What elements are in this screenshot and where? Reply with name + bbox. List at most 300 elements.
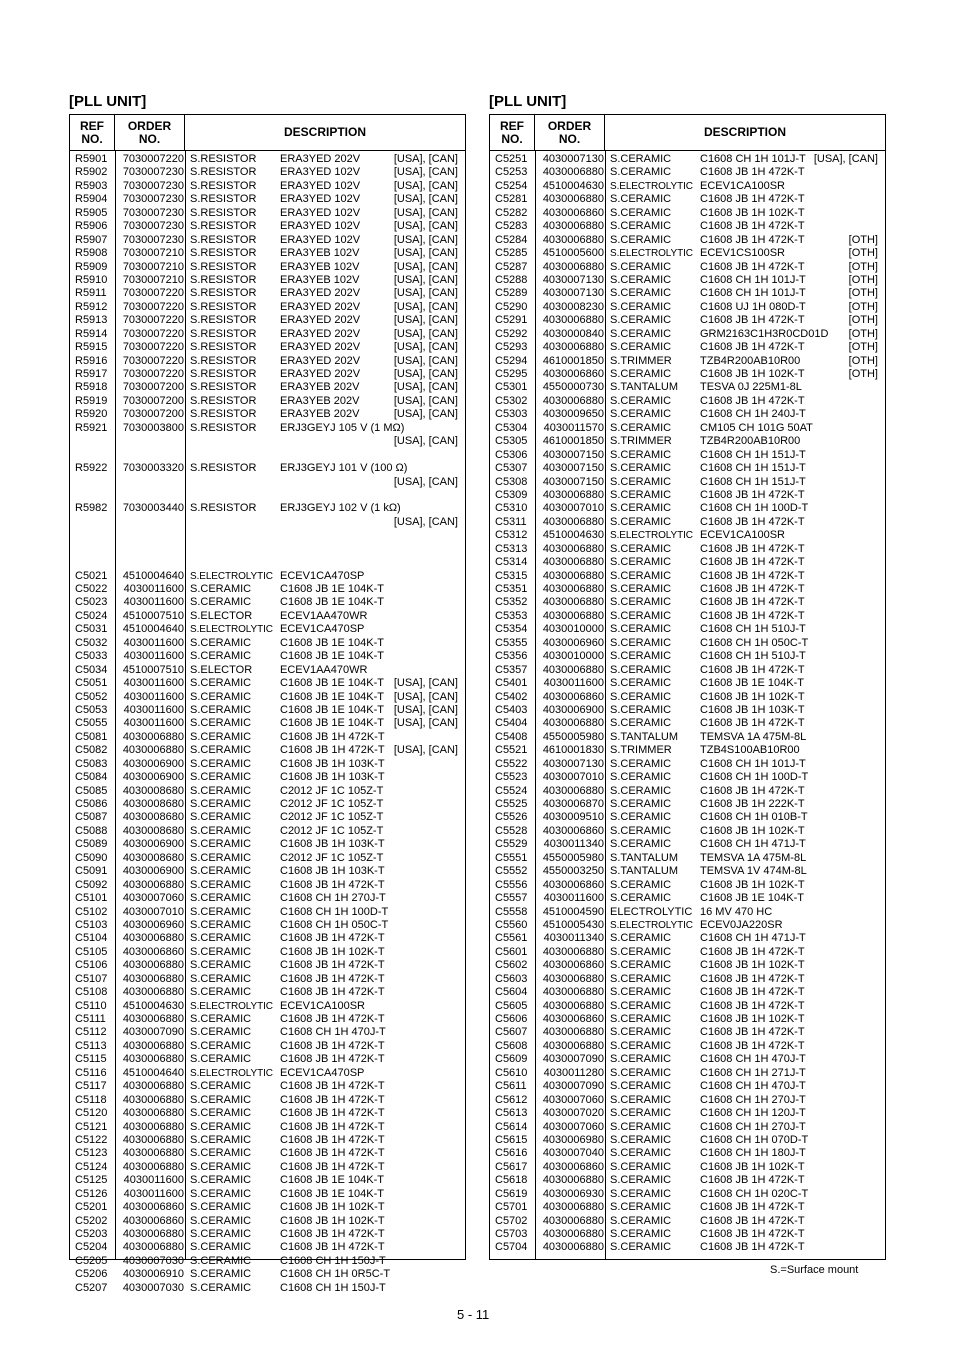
part-number-cell: C1608 JB 1H 472K-T (700, 1241, 805, 1254)
table-row (70, 677, 465, 690)
type-cell: S.CERAMIC (190, 784, 252, 797)
part-number-cell: C1608 JB 1E 104K-T (280, 717, 384, 730)
destination-cell: [USA], [CAN] (393, 703, 458, 716)
order-no-cell: 4030006880 (542, 1214, 604, 1227)
table-row (490, 1094, 885, 1107)
part-number-cell: C1608 CH 1H 471J-T (700, 932, 806, 945)
ref-cell: C5101 (75, 892, 108, 905)
order-no-cell: 4030007010 (542, 502, 604, 515)
ref-cell: R5910 (75, 273, 108, 286)
type-cell: S.RESISTOR (190, 260, 257, 273)
part-number-cell: C1608 JB 1H 472K-T (700, 1201, 805, 1214)
ref-cell: C5081 (75, 730, 108, 743)
order-no-cell: 7030007220 (122, 314, 184, 327)
order-no-cell: 4510004640 (122, 569, 184, 582)
destination-cell: [OTH] (848, 368, 878, 380)
table-row (70, 529, 465, 542)
type-cell: S.RESISTOR (190, 502, 257, 515)
part-number-cell: C2012 JF 1C 105Z-T (280, 811, 384, 824)
ref-cell: C5105 (75, 945, 108, 958)
type-cell: S.CERAMIC (610, 287, 672, 300)
table-row (70, 1201, 465, 1214)
table-row (70, 153, 465, 166)
header-order-no: ORDER NO. (535, 115, 605, 150)
table-row (490, 261, 885, 274)
type-cell: S.RESISTOR (190, 341, 257, 354)
type-cell: S.CERAMIC (610, 542, 672, 555)
type-cell: S.CERAMIC (190, 636, 252, 649)
type-cell: S.CERAMIC (190, 757, 252, 770)
order-no-cell: 4030006880 (542, 220, 604, 233)
type-cell: S.CERAMIC (190, 932, 252, 945)
part-number-cell: C1608 JB 1H 472K-T (700, 260, 805, 273)
footnote: S.=Surface mount (770, 1264, 859, 1276)
order-no-cell: 4030006910 (122, 1268, 184, 1281)
order-no-cell: 4030007010 (542, 771, 604, 784)
ref-cell: C5305 (495, 435, 528, 448)
part-number-cell: C1608 JB 1H 472K-T (280, 730, 385, 743)
table-row (70, 556, 465, 569)
part-number-cell: C1608 CH 1H 151J-T (700, 462, 806, 475)
type-cell: S.CERAMIC (610, 515, 672, 528)
ref-cell: R5905 (75, 206, 108, 219)
order-no-cell: 4030010000 (542, 650, 604, 663)
table-row (70, 919, 465, 932)
ref-cell: C5123 (75, 1147, 108, 1160)
ref-cell: C5251 (495, 153, 528, 165)
order-no-cell: 4510004590 (542, 905, 604, 918)
part-number-cell: C1608 JB 1H 472K-T (280, 959, 385, 972)
ref-cell: C5290 (495, 300, 528, 313)
table-row (70, 946, 465, 959)
table-row (490, 355, 885, 368)
section-title: [PLL UNIT] (489, 93, 567, 110)
type-cell: S.CERAMIC (610, 1201, 672, 1214)
ref-cell: C5701 (495, 1201, 528, 1214)
ref-cell: C5087 (75, 811, 108, 824)
part-number-cell: C1608 JB 1H 472K-T (700, 569, 805, 582)
type-cell: S.CERAMIC (190, 945, 252, 958)
type-cell: S.CERAMIC (610, 824, 672, 837)
type-cell: S.CERAMIC (610, 448, 672, 461)
part-number-cell: C1608 JB 1E 104K-T (280, 636, 384, 649)
ref-cell: C5293 (495, 341, 528, 354)
part-number-cell: C1608 CH 1H 020C-T (700, 1187, 809, 1200)
part-number-cell: C1608 JB 1H 103K-T (280, 757, 385, 770)
part-number-cell: C1608 JB 1E 104K-T (700, 677, 804, 690)
part-number-cell: C1608 JB 1H 472K-T (700, 220, 805, 233)
table-row (70, 1080, 465, 1093)
table-row (70, 287, 465, 300)
table-row (490, 879, 885, 892)
header-order-no: ORDER NO. (115, 115, 185, 150)
part-number-cell: C2012 JF 1C 105Z-T (280, 798, 384, 810)
type-cell: S.CERAMIC (190, 583, 252, 595)
ref-cell: C5111 (75, 1013, 106, 1025)
order-no-cell: 4030006880 (122, 730, 184, 743)
order-no-cell: 4030006880 (122, 986, 184, 999)
table-row (490, 234, 885, 247)
type-cell: S.CERAMIC (190, 1268, 252, 1281)
type-cell: S.ELECTOR (190, 609, 253, 622)
part-number-cell: C2012 JF 1C 105Z-T (280, 824, 384, 837)
part-number-cell: C1608 JB 1H 472K-T (280, 1241, 385, 1254)
table-row (70, 973, 465, 986)
order-no-cell: 4030006880 (122, 959, 184, 972)
part-number-cell: C1608 CH 1H 050C-T (280, 918, 389, 931)
part-number-cell: ERA3YED 102V (280, 193, 361, 206)
destination-cell: [USA], [CAN] (393, 327, 458, 340)
destination-cell: [OTH] (848, 233, 878, 246)
ref-cell: C5314 (495, 556, 528, 569)
ref-cell: R5915 (75, 341, 108, 354)
type-cell: S.CERAMIC (190, 838, 252, 851)
part-number-cell: C1608 CH 1H 270J-T (280, 892, 386, 905)
ref-cell: C5032 (75, 636, 108, 649)
order-no-cell: 4030006880 (542, 193, 604, 206)
type-cell: ELECTROLYTIC (610, 905, 693, 918)
table-row (70, 328, 465, 341)
table-row (70, 355, 465, 368)
part-number-cell: C1608 JB 1H 472K-T (280, 878, 385, 891)
ref-cell: C5122 (75, 1133, 108, 1146)
type-cell: S.CERAMIC (610, 206, 672, 219)
table-row (490, 180, 885, 193)
table-header (70, 115, 465, 151)
ref-cell: C5121 (75, 1120, 108, 1133)
order-no-cell: 4030006860 (122, 1201, 184, 1214)
order-no-cell: 4030006880 (122, 972, 184, 985)
ref-cell: C5604 (495, 986, 528, 999)
ref-cell: R5922 (75, 462, 108, 475)
type-cell: S.CERAMIC (610, 233, 672, 246)
table-row (70, 596, 465, 609)
part-number-cell: ECEV1CA100SR (700, 529, 785, 542)
order-no-cell: 4030011600 (123, 703, 184, 716)
part-number-cell: ECEV1CA470SP (280, 623, 365, 636)
order-no-cell: 4030009510 (542, 811, 604, 824)
order-no-cell: 4510007510 (122, 609, 184, 622)
type-cell: S.CERAMIC (610, 1174, 672, 1187)
type-cell: S.CERAMIC (610, 300, 672, 313)
type-cell: S.CERAMIC (190, 703, 252, 716)
ref-cell: C5284 (495, 233, 528, 246)
part-number-cell: C1608 JB 1H 472K-T (700, 233, 805, 246)
order-no-cell: 4030006880 (542, 166, 604, 179)
part-number-cell: C1608 JB 1H 102K-T (700, 1160, 805, 1173)
table-row (490, 717, 885, 730)
part-number-cell: C1608 JB 1H 472K-T (700, 1026, 805, 1039)
parts-table (69, 114, 466, 1294)
type-cell: S.CERAMIC (610, 784, 672, 797)
table-row (490, 583, 885, 596)
order-no-cell: 4030006880 (542, 542, 604, 555)
ref-cell: C5202 (75, 1214, 108, 1227)
type-cell: S.CERAMIC (610, 556, 672, 569)
order-no-cell: 7030007220 (122, 287, 184, 300)
ref-cell: C5083 (75, 757, 108, 770)
order-no-cell: 4030006860 (542, 1160, 604, 1173)
table-row (70, 650, 465, 663)
part-number-cell: ECEV1CA470SP (280, 1066, 365, 1079)
table-row (70, 932, 465, 945)
part-number-cell: C1608 CH 1H 151J-T (700, 448, 806, 461)
parts-list-left (69, 92, 466, 1294)
table-row (490, 314, 885, 327)
ref-cell: C5253 (495, 166, 528, 179)
table-row (70, 1013, 465, 1026)
type-cell: S.CERAMIC (610, 408, 672, 421)
order-no-cell: 7030007200 (122, 394, 184, 407)
order-no-cell: 4030006880 (542, 784, 604, 797)
part-number-cell: C1608 JB 1H 472K-T (700, 1214, 805, 1227)
ref-cell: C5603 (495, 972, 528, 985)
type-cell: S.CERAMIC (610, 502, 672, 515)
type-cell: S.CERAMIC (610, 462, 672, 475)
ref-cell: C5088 (75, 824, 108, 837)
ref-cell: C5309 (495, 488, 528, 501)
header-description: DESCRIPTION (283, 125, 366, 139)
part-number-cell: C1608 JB 1H 472K-T (700, 341, 805, 354)
type-cell: S.ELECTROLYTIC (190, 1067, 273, 1079)
order-no-cell: 4030006880 (542, 515, 604, 528)
part-number-cell: C1608 JB 1H 102K-T (700, 206, 805, 219)
destination-cell: [USA], [CAN] (393, 368, 458, 380)
ref-cell: C5704 (495, 1241, 528, 1254)
ref-cell: C5207 (75, 1281, 108, 1294)
type-cell: S.CERAMIC (610, 1228, 672, 1240)
ref-cell: C5031 (75, 623, 108, 636)
type-cell: S.RESISTOR (190, 193, 257, 206)
type-cell: S.CERAMIC (190, 918, 252, 931)
ref-cell: C5201 (75, 1201, 108, 1214)
table-row (70, 301, 465, 314)
type-cell: S.RESISTOR (190, 273, 257, 286)
table-row (70, 1107, 465, 1120)
part-number-cell: C1608 CH 1H 101J-T (700, 757, 806, 770)
order-no-cell: 4030011280 (543, 1066, 604, 1079)
order-no-cell: 4030007150 (542, 462, 604, 475)
table-row (70, 1040, 465, 1053)
order-no-cell: 4030007090 (122, 1026, 184, 1039)
type-cell: S.CERAMIC (610, 932, 672, 945)
table-row (70, 166, 465, 179)
type-cell: S.CERAMIC (610, 999, 672, 1012)
ref-cell: C5618 (495, 1174, 528, 1187)
type-cell: S.CERAMIC (190, 1174, 252, 1187)
ref-cell: C5107 (75, 972, 108, 985)
table-row (70, 220, 465, 233)
order-no-cell: 4030006880 (122, 1133, 184, 1146)
table-row (70, 207, 465, 220)
order-no-cell: 4030006880 (542, 717, 604, 730)
type-cell: S.CERAMIC (610, 1147, 672, 1160)
table-row (70, 758, 465, 771)
table-row (490, 193, 885, 206)
part-number-cell: ECEV1AA470WR (280, 609, 368, 622)
destination-cell: [USA], [CAN] (393, 179, 458, 192)
order-no-cell: 4030006860 (542, 878, 604, 891)
type-cell: S.CERAMIC (610, 475, 672, 488)
type-cell: S.CERAMIC (610, 609, 672, 622)
table-row (70, 247, 465, 260)
type-cell: S.CERAMIC (610, 1093, 672, 1106)
table-row (490, 368, 885, 381)
part-number-cell: C1608 CH 1H 470J-T (280, 1026, 386, 1039)
ref-cell: R5916 (75, 354, 108, 367)
destination-cell: [USA], [CAN] (393, 381, 458, 394)
part-number-cell: ERA3YED 202V (280, 354, 361, 367)
destination-cell: [OTH] (848, 314, 878, 327)
table-row (70, 691, 465, 704)
order-no-cell: 4030011600 (123, 596, 184, 609)
order-no-cell: 4610001850 (542, 435, 604, 448)
table-row (70, 825, 465, 838)
table-row (70, 1228, 465, 1241)
part-number-cell: C1608 JB 1H 472K-T (280, 972, 385, 985)
order-no-cell: 4030006880 (542, 341, 604, 354)
table-body (70, 153, 465, 1295)
ref-cell: C5033 (75, 650, 108, 663)
table-row (70, 1255, 465, 1268)
table-row (490, 489, 885, 502)
order-no-cell: 7030007230 (122, 193, 184, 206)
part-number-cell: C1608 JB 1H 102K-T (280, 945, 385, 958)
ref-cell: C5403 (495, 703, 528, 716)
table-row (70, 1188, 465, 1201)
ref-cell: C5402 (495, 690, 528, 703)
destination-cell: [USA], [CAN] (393, 394, 458, 407)
destination-cell: [USA], [CAN] (393, 153, 458, 165)
part-number-cell: ERA3YEB 102V (280, 247, 360, 260)
part-number-cell: C1608 CH 1H 470J-T (700, 1080, 806, 1093)
order-no-cell: 4030006880 (542, 583, 604, 595)
part-number-cell: C1608 JB 1H 472K-T (280, 1228, 385, 1240)
ref-cell: C5204 (75, 1241, 108, 1254)
type-cell: S.CERAMIC (190, 596, 252, 609)
order-no-cell: 4510005430 (542, 918, 604, 931)
type-cell: S.RESISTOR (190, 179, 257, 192)
ref-cell: C5287 (495, 260, 528, 273)
table-row (490, 838, 885, 851)
table-row (490, 610, 885, 623)
type-cell: S.CERAMIC (190, 717, 252, 730)
ref-cell: C5408 (495, 730, 528, 743)
order-no-cell: 4030011340 (543, 932, 604, 945)
table-row (490, 758, 885, 771)
order-no-cell: 7030003800 (122, 421, 184, 434)
order-no-cell: 4030006900 (122, 757, 184, 770)
part-number-cell: ERA3YED 102V (280, 233, 361, 246)
order-no-cell: 4030008680 (122, 824, 184, 837)
ref-cell: C5084 (75, 771, 108, 784)
order-no-cell: 4030006930 (542, 1187, 604, 1200)
order-no-cell: 4030006880 (122, 1160, 184, 1173)
order-no-cell: 4030006880 (542, 945, 604, 958)
type-cell: S.TANTALUM (610, 381, 679, 394)
type-cell: S.CERAMIC (190, 730, 252, 743)
ref-cell: C5117 (75, 1080, 107, 1093)
order-no-cell: 4030008680 (122, 811, 184, 824)
type-cell: S.CERAMIC (610, 986, 672, 999)
ref-cell: C5354 (495, 623, 528, 636)
part-number-cell: ERA3YED 102V (280, 166, 361, 179)
destination-cell: [USA], [CAN] (393, 193, 458, 206)
type-cell: S.CERAMIC (190, 878, 252, 891)
part-number-cell: C1608 JB 1H 472K-T (280, 1160, 385, 1173)
part-number-cell: TESVA 0J 225M1-8L (700, 381, 802, 394)
part-number-cell: C2012 JF 1C 105Z-T (280, 784, 384, 797)
part-number-cell: C1608 JB 1H 472K-T (280, 1039, 385, 1052)
part-number-cell: C1608 CH 1H 101J-T (700, 153, 806, 165)
destination-cell: [USA], [CAN] (393, 166, 458, 179)
table-row (70, 906, 465, 919)
part-number-cell: 16 MV 470 HC (700, 905, 773, 918)
table-row (490, 771, 885, 784)
part-number-cell: C1608 CH 1H 120J-T (700, 1107, 806, 1120)
part-number-cell: C1608 CH 1H 271J-T (700, 1066, 806, 1079)
table-row (490, 153, 885, 166)
type-cell: S.CERAMIC (610, 341, 672, 354)
part-number-cell: ERA3YED 202V (280, 153, 361, 165)
table-row (70, 314, 465, 327)
part-number-cell: ERA3YED 202V (280, 314, 361, 327)
ref-cell: C5102 (75, 905, 108, 918)
table-row (490, 287, 885, 300)
ref-cell: C5526 (495, 811, 528, 824)
table-row (490, 959, 885, 972)
ref-cell: R5917 (75, 368, 108, 380)
table-row (490, 570, 885, 583)
order-no-cell: 4030006980 (542, 1133, 604, 1146)
ref-cell: C5051 (75, 677, 108, 690)
ref-cell: C5295 (495, 368, 528, 380)
order-no-cell: 7030007230 (122, 206, 184, 219)
order-no-cell: 7030003440 (122, 502, 184, 515)
table-row (70, 476, 465, 489)
table-row (70, 1241, 465, 1254)
order-no-cell: 4030006960 (122, 918, 184, 931)
ref-cell: R5921 (75, 421, 108, 434)
part-number-cell: C1608 JB 1H 472K-T (700, 609, 805, 622)
ref-cell: C5116 (75, 1066, 107, 1079)
table-row (490, 785, 885, 798)
part-number-cell: C1608 JB 1H 472K-T (700, 193, 805, 206)
type-cell: S.CERAMIC (610, 260, 672, 273)
ref-cell: R5902 (75, 166, 108, 179)
ref-cell: C5292 (495, 327, 528, 340)
part-number-cell: C1608 CH 1H 270J-T (700, 1120, 806, 1133)
ref-cell: C5529 (495, 838, 528, 851)
table-row (70, 610, 465, 623)
part-number-cell: C1608 CH 1H 151J-T (700, 475, 806, 488)
order-no-cell: 4550000730 (542, 381, 604, 394)
table-row (490, 328, 885, 341)
table-row (490, 1228, 885, 1241)
ref-cell: C5288 (495, 273, 528, 286)
type-cell: S.CERAMIC (190, 851, 252, 864)
part-number-cell: C1608 JB 1H 472K-T (700, 986, 805, 999)
order-no-cell: 4030006860 (542, 206, 604, 219)
ref-cell: C5301 (495, 381, 528, 394)
part-number-cell: C1608 JB 1E 104K-T (280, 1174, 384, 1187)
part-number-cell: C1608 JB 1H 472K-T (700, 542, 805, 555)
ref-cell: C5104 (75, 932, 108, 945)
destination-cell: [OTH] (848, 247, 878, 260)
order-no-cell: 4610001830 (542, 744, 604, 757)
type-cell: S.CERAMIC (610, 690, 672, 703)
part-number-cell: ERA3YED 202V (280, 300, 361, 313)
